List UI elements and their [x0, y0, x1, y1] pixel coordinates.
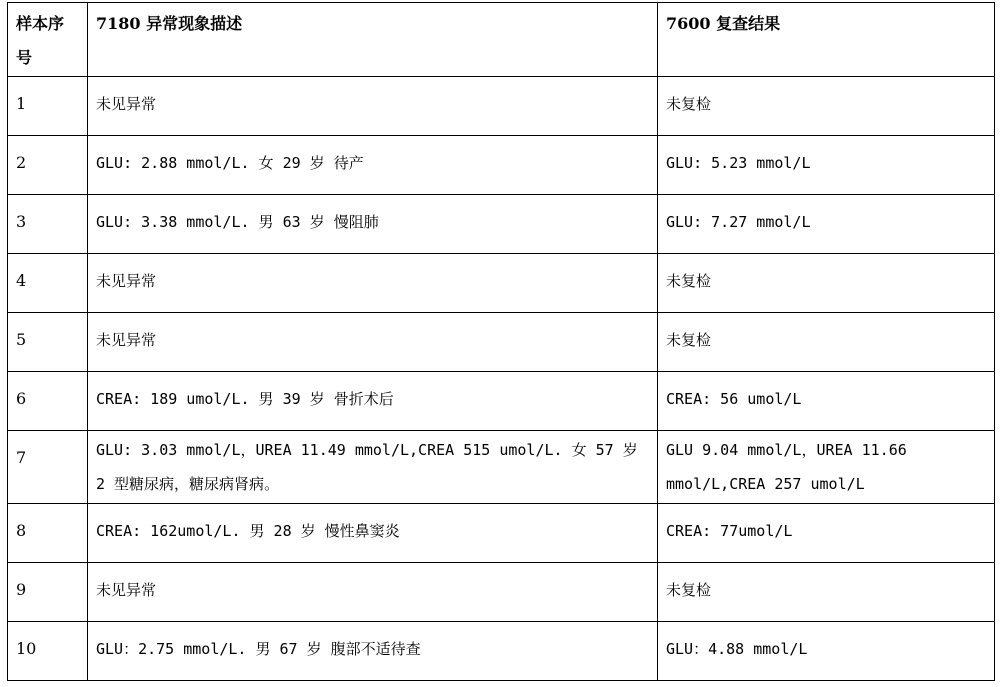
- cell-no: 3: [8, 195, 88, 254]
- cell-desc: CREA: 189 umol/L. 男 39 岁 骨折术后: [88, 372, 658, 431]
- cell-result: 未复检: [658, 254, 995, 313]
- cell-no: 1: [8, 77, 88, 136]
- header-sample-no: 样本序号: [8, 3, 88, 77]
- cell-no: 8: [8, 504, 88, 563]
- table-row: [8, 254, 995, 313]
- cell-desc: GLU：2.75 mmol/L. 男 67 岁 腹部不适待查: [88, 622, 658, 681]
- cell-result: GLU：4.88 mmol/L: [658, 622, 995, 681]
- cell-desc: GLU: 2.88 mmol/L. 女 29 岁 待产: [88, 136, 658, 195]
- cell-desc: CREA: 162umol/L. 男 28 岁 慢性鼻窦炎: [88, 504, 658, 563]
- table-row: [8, 504, 995, 563]
- table-row: [8, 563, 995, 622]
- cell-desc: 未见异常: [88, 313, 658, 372]
- cell-desc: 未见异常: [88, 563, 658, 622]
- cell-desc: GLU: 3.38 mmol/L. 男 63 岁 慢阻肺: [88, 195, 658, 254]
- cell-result: 未复检: [658, 77, 995, 136]
- cell-result: GLU: 5.23 mmol/L: [658, 136, 995, 195]
- cell-no: 5: [8, 313, 88, 372]
- cell-result: GLU: 7.27 mmol/L: [658, 195, 995, 254]
- table-row: [8, 313, 995, 372]
- table-row: [8, 195, 995, 254]
- cell-no: 4: [8, 254, 88, 313]
- cell-no: 2: [8, 136, 88, 195]
- table-header-row: [8, 3, 995, 77]
- header-7180-desc: 7180 异常现象描述: [88, 3, 658, 77]
- cell-result: GLU 9.04 mmol/L，UREA 11.66 mmol/L,CREA 257 umol/L: [658, 431, 995, 504]
- cell-result: CREA: 77umol/L: [658, 504, 995, 563]
- table-row: [8, 77, 995, 136]
- cell-result: 未复检: [658, 313, 995, 372]
- cell-no: 10: [8, 622, 88, 681]
- cell-no: 6: [8, 372, 88, 431]
- cell-no: 7: [8, 431, 88, 504]
- cell-desc: GLU: 3.03 mmol/L，UREA 11.49 mmol/L,CREA 515 umol/L. 女 57 岁 2 型糖尿病，糖尿病肾病。: [88, 431, 658, 504]
- header-7600-result: 7600 复查结果: [658, 3, 995, 77]
- results-table: [7, 2, 995, 681]
- cell-result: CREA: 56 umol/L: [658, 372, 995, 431]
- table-row: [8, 136, 995, 195]
- table-row: [8, 622, 995, 681]
- table-row: [8, 431, 995, 504]
- cell-no: 9: [8, 563, 88, 622]
- cell-result: 未复检: [658, 563, 995, 622]
- cell-desc: 未见异常: [88, 77, 658, 136]
- table-row: [8, 372, 995, 431]
- cell-desc: 未见异常: [88, 254, 658, 313]
